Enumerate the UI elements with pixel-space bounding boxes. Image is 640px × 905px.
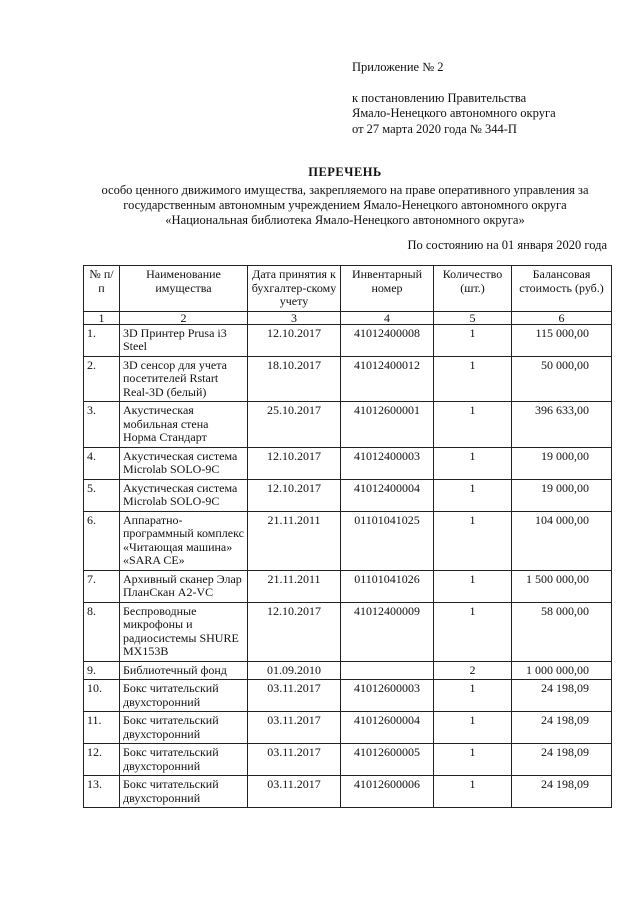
- table-row: [84, 744, 612, 776]
- table-body: [84, 324, 612, 808]
- cell-date: 25.10.2017: [248, 402, 341, 448]
- cell-inventory-number: 41012400012: [341, 356, 434, 402]
- cell-name: 3D сенсор для учета посетителей Rstart Real-3D (белый): [120, 356, 248, 402]
- column-index: 6: [512, 311, 612, 324]
- table-row: [84, 776, 612, 808]
- cell-cost: 19 000,00: [512, 447, 612, 479]
- cell-number: 11.: [84, 712, 120, 744]
- cell-quantity: 1: [434, 324, 512, 356]
- cell-cost: 115 000,00: [512, 324, 612, 356]
- column-index: 4: [341, 311, 434, 324]
- cell-number: 3.: [84, 402, 120, 448]
- cell-cost: 19 000,00: [512, 479, 612, 511]
- cell-quantity: 1: [434, 447, 512, 479]
- cell-cost: 24 198,09: [512, 712, 612, 744]
- table-row: [84, 511, 612, 570]
- cell-inventory-number: [341, 661, 434, 680]
- cell-quantity: 1: [434, 680, 512, 712]
- cell-date: 03.11.2017: [248, 744, 341, 776]
- header-num: № п/п: [84, 266, 120, 312]
- as-of-date: По состоянию на 01 января 2020 года: [407, 238, 607, 252]
- cell-number: 10.: [84, 680, 120, 712]
- title-line: государственным автономным учреждением Ямало-Ненецкого автономного округа: [123, 198, 567, 212]
- cell-date: 12.10.2017: [248, 447, 341, 479]
- cell-name: Бокс читательский двухсторонний: [120, 680, 248, 712]
- cell-cost: 24 198,09: [512, 776, 612, 808]
- cell-quantity: 1: [434, 712, 512, 744]
- header-quantity: Количество (шт.): [434, 266, 512, 312]
- cell-number: 13.: [84, 776, 120, 808]
- title-heading: ПЕРЕЧЕНЬ: [308, 165, 382, 179]
- table-row: [84, 602, 612, 661]
- cell-inventory-number: 41012400009: [341, 602, 434, 661]
- appendix-number: Приложение № 2: [352, 60, 444, 74]
- table-row: [84, 356, 612, 402]
- cell-name: Аппаратно-программный комплекс «Читающая машина» «SARA CE»: [120, 511, 248, 570]
- column-index: 3: [248, 311, 341, 324]
- column-index: 5: [434, 311, 512, 324]
- cell-date: 12.10.2017: [248, 479, 341, 511]
- cell-quantity: 1: [434, 602, 512, 661]
- table-row: [84, 324, 612, 356]
- header-name: Наименование имущества: [120, 266, 248, 312]
- cell-cost: 396 633,00: [512, 402, 612, 448]
- cell-inventory-number: 41012600004: [341, 712, 434, 744]
- cell-name: Акустическая мобильная стена Норма Стандарт: [120, 402, 248, 448]
- cell-date: 03.11.2017: [248, 712, 341, 744]
- cell-name: Акустическая система Microlab SOLO-9C: [120, 447, 248, 479]
- cell-cost: 104 000,00: [512, 511, 612, 570]
- cell-number: 2.: [84, 356, 120, 402]
- cell-cost: 58 000,00: [512, 602, 612, 661]
- cell-quantity: 1: [434, 570, 512, 602]
- table-row: [84, 402, 612, 448]
- table-row: [84, 680, 612, 712]
- cell-number: 5.: [84, 479, 120, 511]
- table-row: [84, 712, 612, 744]
- cell-name: Бокс читательский двухсторонний: [120, 712, 248, 744]
- table-row: [84, 570, 612, 602]
- cell-number: 7.: [84, 570, 120, 602]
- cell-quantity: 1: [434, 511, 512, 570]
- cell-inventory-number: 41012600001: [341, 402, 434, 448]
- cell-name: Бокс читательский двухсторонний: [120, 776, 248, 808]
- cell-inventory-number: 41012600003: [341, 680, 434, 712]
- cell-number: 6.: [84, 511, 120, 570]
- cell-number: 1.: [84, 324, 120, 356]
- cell-date: 01.09.2010: [248, 661, 341, 680]
- cell-quantity: 2: [434, 661, 512, 680]
- cell-cost: 1 000 000,00: [512, 661, 612, 680]
- cell-cost: 24 198,09: [512, 680, 612, 712]
- cell-inventory-number: 41012400004: [341, 479, 434, 511]
- cell-name: 3D Принтер Prusa i3 Steel: [120, 324, 248, 356]
- cell-number: 8.: [84, 602, 120, 661]
- cell-inventory-number: 01101041025: [341, 511, 434, 570]
- cell-date: 18.10.2017: [248, 356, 341, 402]
- cell-date: 03.11.2017: [248, 680, 341, 712]
- appendix-reference-line: Ямало-Ненецкого автономного округа: [352, 106, 556, 120]
- cell-date: 21.11.2011: [248, 511, 341, 570]
- cell-date: 12.10.2017: [248, 324, 341, 356]
- cell-number: 9.: [84, 661, 120, 680]
- cell-number: 4.: [84, 447, 120, 479]
- column-index: 2: [120, 311, 248, 324]
- column-index-row: [84, 311, 612, 324]
- cell-inventory-number: 41012400008: [341, 324, 434, 356]
- title-line: «Национальная библиотека Ямало-Ненецкого автономного округа»: [165, 213, 525, 227]
- cell-inventory-number: 41012400003: [341, 447, 434, 479]
- table-row: [84, 661, 612, 680]
- cell-cost: 24 198,09: [512, 744, 612, 776]
- appendix-block: [352, 60, 622, 137]
- cell-quantity: 1: [434, 356, 512, 402]
- cell-date: 21.11.2011: [248, 570, 341, 602]
- cell-quantity: 1: [434, 479, 512, 511]
- appendix-reference-date: от 27 марта 2020 года № 344-П: [352, 121, 517, 136]
- header-row: [84, 266, 612, 312]
- header-date: Дата принятия к бухгалтер-скому учету: [248, 266, 341, 312]
- cell-inventory-number: 41012600005: [341, 744, 434, 776]
- cell-name: Акустическая система Microlab SOLO-9C: [120, 479, 248, 511]
- appendix-reference-line: к постановлению Правительства: [352, 90, 527, 105]
- column-index: 1: [84, 311, 120, 324]
- document-title: [80, 165, 610, 228]
- cell-name: Бокс читательский двухсторонний: [120, 744, 248, 776]
- cell-name: Библиотечный фонд: [120, 661, 248, 680]
- cell-cost: 50 000,00: [512, 356, 612, 402]
- cell-quantity: 1: [434, 744, 512, 776]
- header-cost: Балансовая стоимость (руб.): [512, 266, 612, 312]
- cell-name: Беспроводные микрофоны и радиосистемы SHURE MX153B: [120, 602, 248, 661]
- table-header: [84, 266, 612, 325]
- table-row: [84, 479, 612, 511]
- cell-quantity: 1: [434, 776, 512, 808]
- cell-quantity: 1: [434, 402, 512, 448]
- cell-cost: 1 500 000,00: [512, 570, 612, 602]
- inventory-table: [83, 265, 612, 808]
- cell-name: Архивный сканер Элар ПланСкан А2-VC: [120, 570, 248, 602]
- cell-inventory-number: 41012600006: [341, 776, 434, 808]
- spacer: [352, 76, 622, 91]
- cell-date: 03.11.2017: [248, 776, 341, 808]
- cell-date: 12.10.2017: [248, 602, 341, 661]
- cell-inventory-number: 01101041026: [341, 570, 434, 602]
- cell-number: 12.: [84, 744, 120, 776]
- title-line: особо ценного движимого имущества, закрепляемого на праве оперативного управления за: [101, 183, 589, 197]
- table-row: [84, 447, 612, 479]
- header-inventory: Инвентарный номер: [341, 266, 434, 312]
